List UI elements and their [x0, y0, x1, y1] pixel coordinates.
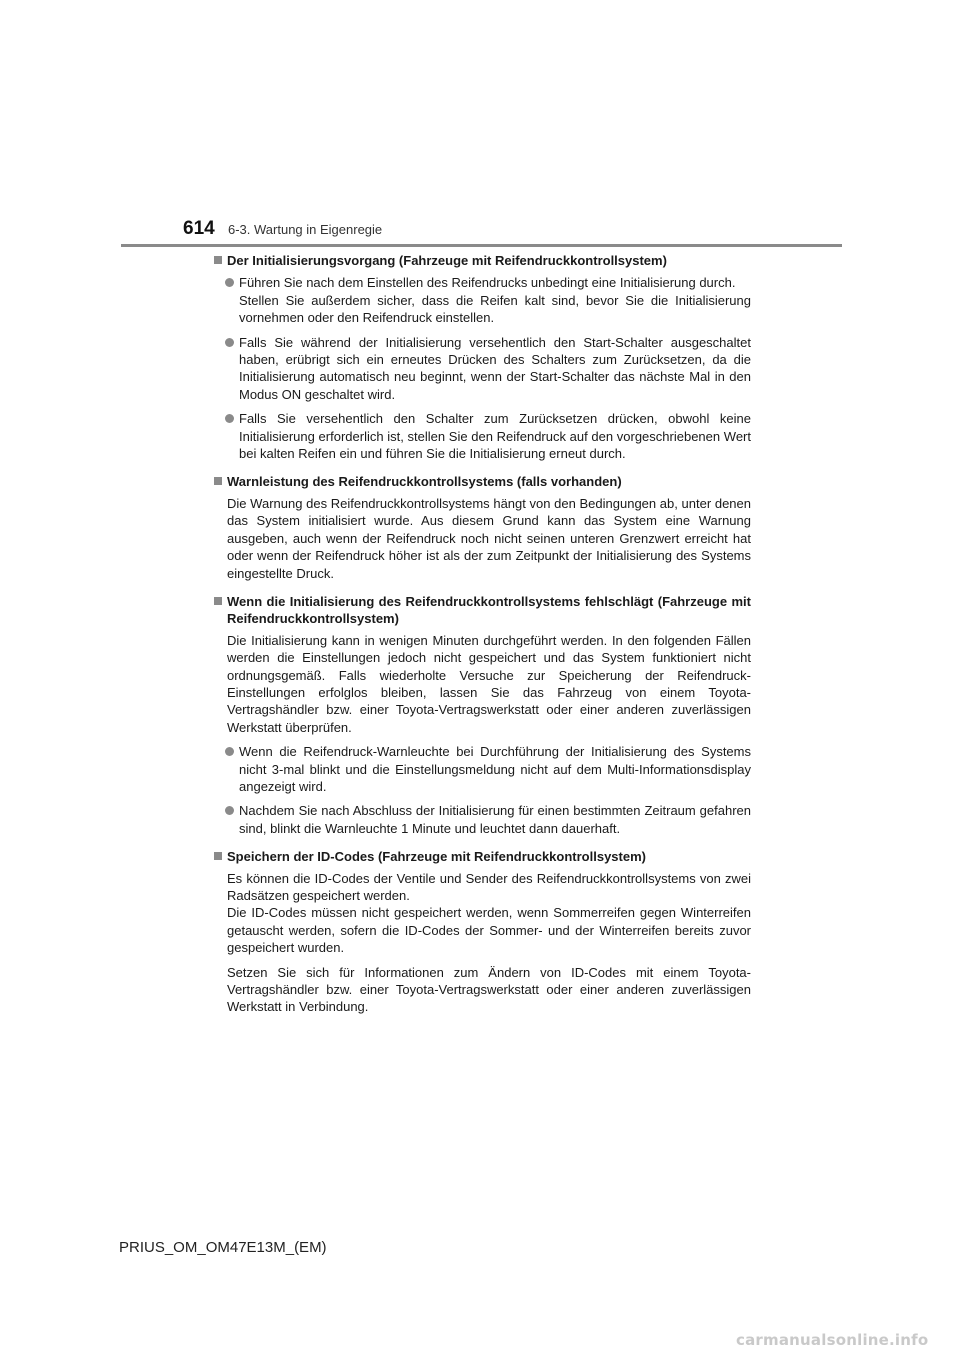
page-number: 614: [183, 218, 215, 239]
bullet-item: [213, 334, 751, 404]
round-bullet-icon: [225, 747, 234, 756]
document-code: PRIUS_OM_OM47E13M_(EM): [119, 1239, 327, 1256]
bullet-text: Stellen Sie außerdem sicher, dass die Reifen kalt sind, bevor Sie die Initialisierung vornehmen oder den Reifendruck einstellen.: [239, 292, 751, 326]
paragraph-line: Es können die ID-Codes der Ventile und Sender des Reifendruckkontrollsystems von zwei Radsätzen gespeichert werden.: [227, 870, 751, 903]
page-content: [213, 252, 751, 1016]
paragraph: Setzen Sie sich für Informationen zum Ändern von ID-Codes mit einem Toyota-Vertragshändler bzw. einer Toyota-Vertragswerkstatt oder einer anderen zuverlässigen Werkstatt in Verbindung.: [227, 964, 751, 1015]
watermark: carmanualsonline.info: [736, 1331, 929, 1349]
heading-text: Warnleistung des Reifendruckkontrollsystems (falls vorhanden): [227, 474, 622, 490]
paragraph: Die Warnung des Reifendruckkontrollsystems hängt von den Bedingungen ab, unter denen das System initialisiert wurde. Aus diesem Grund kann das System eine Warnung ausgeben, auch wenn der Reifendruck noch nicht seinen unteren Grenzwert erreicht hat oder wenn der Reifendruck höher ist als der zum Zeitpunkt der Initialisierung des Systems eingestellte Druck.: [227, 495, 751, 581]
bullet-text: Falls Sie während der Initialisierung versehentlich den Start-Schalter ausgeschaltet haben, erübrigt sich ein erneutes Drücken des Schalters zum Zurücksetzen, da die Initialisierung automatisch neu beginnt, wenn der Start-Schalter das nächste Mal in den Modus ON geschaltet wird.: [239, 334, 751, 402]
heading-id-codes: [213, 848, 751, 865]
bullet-text: Falls Sie versehentlich den Schalter zum Zurücksetzen drücken, obwohl keine Initialisierung erforderlich ist, stellen Sie den Reifendruck auf den vorgeschriebenen Wert bei kalten Reifen ein und führen Sie die Initialisierung erneut durch.: [239, 411, 751, 462]
heading-warnleistung: [213, 473, 751, 490]
square-bullet-icon: [214, 852, 222, 860]
bullet-item: [213, 274, 751, 326]
heading-text: Wenn die Initialisierung des Reifendruckkontrollsystems fehlschlägt (Fahrzeuge mit Reifendruckkontrollsystem): [227, 593, 751, 627]
heading-initialisierungsvorgang: [213, 252, 751, 269]
bullet-item: [213, 802, 751, 837]
bullet-item: [213, 743, 751, 795]
bullet-text: Nachdem Sie nach Abschluss der Initialisierung für einen bestimmten Zeitraum gefahren sind, blinkt die Warnleuchte 1 Minute und leuchtet dann dauerhaft.: [239, 803, 751, 836]
bullet-item: [213, 410, 751, 462]
paragraph: Die Initialisierung kann in wenigen Minuten durchgeführt werden. In den folgenden Fällen werden die Einstellungen jedoch nicht gespeichert und das System funktioniert nicht ordnungsgemäß. Falls wiederholte Versuche zur Speicherung der Reifendruck-Einstellungen erfolglos bleiben, lassen Sie das Fahrzeug von einem Toyota-Vertragshändler bzw. einer Toyota-Vertragswerkstatt oder einer anderen zuverlässigen Werkstatt überprüfen.: [227, 632, 751, 735]
heading-text: Der Initialisierungsvorgang (Fahrzeuge mit Reifendruckkontrollsystem): [227, 253, 667, 268]
round-bullet-icon: [225, 414, 234, 423]
square-bullet-icon: [214, 477, 222, 485]
square-bullet-icon: [214, 597, 222, 605]
heading-text: Speichern der ID-Codes (Fahrzeuge mit Reifendruckkontrollsystem): [227, 849, 646, 865]
header-divider: [121, 244, 842, 247]
round-bullet-icon: [225, 338, 234, 347]
section-title: 6-3. Wartung in Eigenregie: [228, 222, 383, 237]
paragraph: [227, 870, 751, 957]
bullet-text: Führen Sie nach dem Einstellen des Reifendrucks unbedingt eine Initialisierung durch.: [239, 275, 736, 291]
paragraph-line: Die ID-Codes müssen nicht gespeichert werden, wenn Sommerreifen gegen Winterreifen getauscht werden, sofern die ID-Codes der Sommer- und der Winterreifen bereits zuvor gespeichert wurden.: [227, 905, 751, 956]
round-bullet-icon: [225, 278, 234, 287]
heading-initialisierung-fehlschlag: [213, 593, 751, 628]
square-bullet-icon: [214, 256, 222, 264]
round-bullet-icon: [225, 806, 234, 815]
bullet-text: Wenn die Reifendruck-Warnleuchte bei Durchführung der Initialisierung des Systems nicht 3-mal blinkt und die Einstellungsmeldung nicht auf dem Multi-Informationsdisplay angezeigt wird.: [239, 744, 751, 794]
